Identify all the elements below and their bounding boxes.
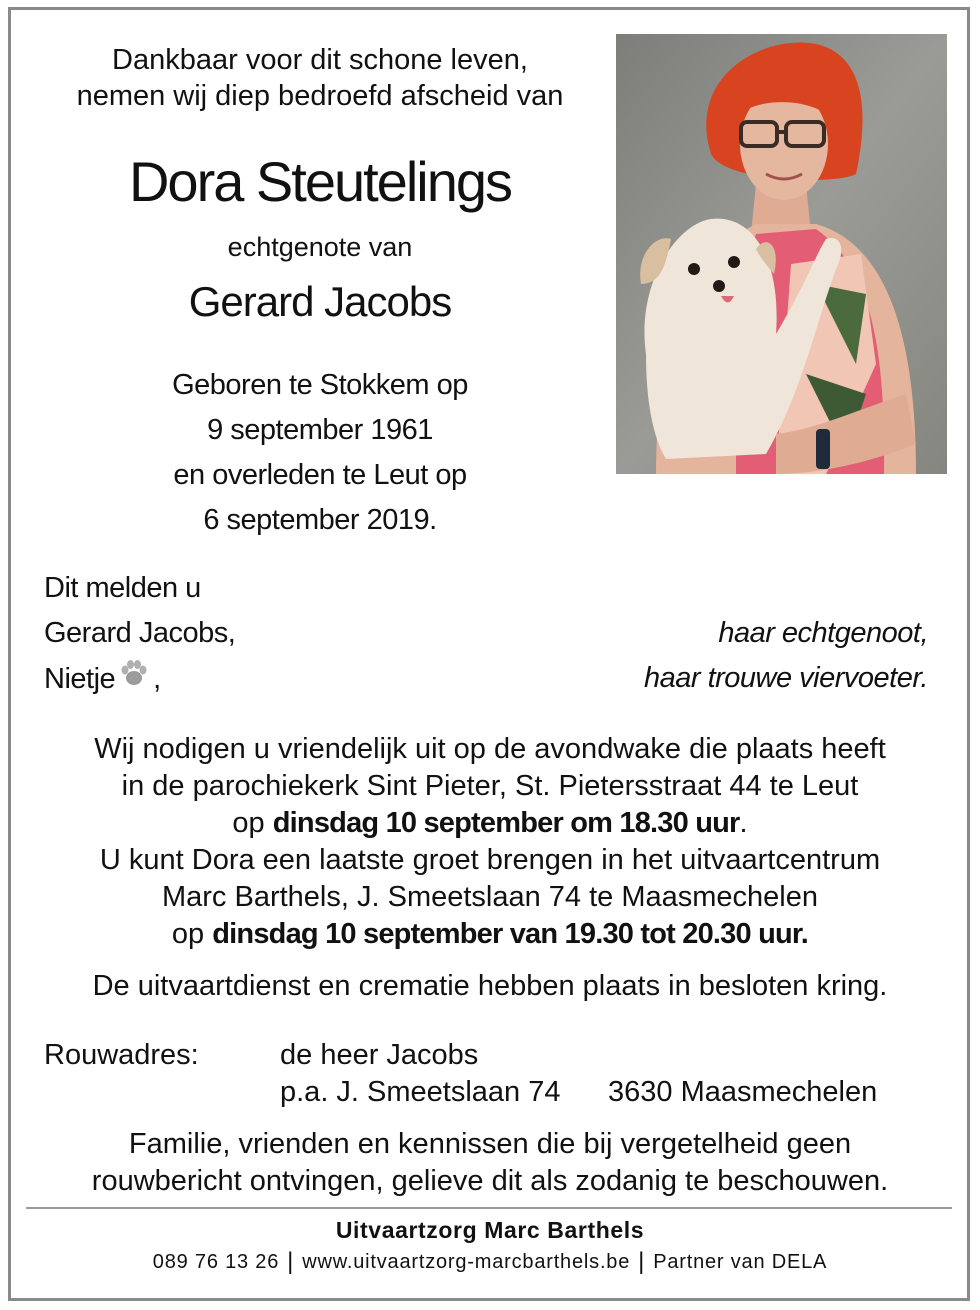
announcer-relation: haar echtgenoot,: [718, 617, 928, 649]
birth-death-dates: [40, 363, 600, 543]
intro-line-1: Dankbaar voor dit schone leven,: [112, 44, 528, 76]
invitation-line-3-suffix: .: [739, 807, 748, 839]
footer-divider: [26, 1207, 952, 1209]
mourning-address-label: Rouwadres:: [44, 1039, 199, 1071]
notice-line-2: rouwbericht ontvingen, gelieve dit als zodanig te beschouwen.: [91, 1165, 889, 1197]
portrait-photo: [616, 34, 947, 474]
birth-place-line: Geboren te Stokkem op: [172, 369, 468, 401]
invitation-line-5: Marc Barthels, J. Smeetslaan 74 te Maasmechelen: [161, 881, 819, 913]
funeral-home-website[interactable]: www.uitvaartzorg-marcbarthels.be: [302, 1251, 631, 1273]
intro-line-2: nemen wij diep bedroefd afscheid van: [76, 80, 564, 112]
invitation-line-6-prefix: op: [171, 918, 213, 950]
mourning-address-city: 3630 Maasmechelen: [608, 1076, 878, 1108]
death-place-line: en overleden te Leut op: [173, 459, 467, 491]
notice-text: [30, 1126, 950, 1200]
visitation-datetime: dinsdag 10 september van 19.30 tot 20.30 uur.: [212, 918, 809, 950]
paw-icon: [119, 656, 149, 701]
announcer-name: Gerard Jacobs,: [44, 617, 236, 649]
death-date-line: 6 september 2019.: [203, 504, 437, 536]
spouse-name: Gerard Jacobs: [188, 278, 452, 325]
separator: |: [638, 1248, 646, 1275]
mourning-address-recipient: de heer Jacobs: [280, 1039, 479, 1071]
deceased-name: Dora Steutelings: [128, 150, 511, 213]
invitation-line-2: in de parochiekerk Sint Pieter, St. Pietersstraat 44 te Leut: [121, 770, 859, 802]
announcer-row: [44, 611, 934, 656]
funeral-home-name: Uitvaartzorg Marc Barthels: [335, 1217, 645, 1243]
invitation-line-3: [30, 805, 950, 842]
invitation-block: [30, 731, 950, 953]
funeral-home-contact: [30, 1247, 950, 1277]
birth-date-line: 9 september 1961: [207, 414, 433, 446]
invitation-line-6: [30, 916, 950, 953]
announcer-name-group: [44, 656, 161, 705]
announcer-name: Nietje: [44, 663, 116, 696]
announcers-block: [44, 566, 934, 705]
notice-line-1: Familie, vrienden en kennissen die bij vergetelheid geen: [128, 1128, 852, 1160]
funeral-home-phone: 089 76 13 26: [152, 1251, 280, 1273]
portrait-illustration: [616, 34, 947, 474]
announcer-name-suffix: ,: [153, 663, 161, 696]
intro-text: [40, 42, 600, 114]
announcer-relation: haar trouwe viervoeter.: [643, 662, 928, 694]
invitation-line-3-prefix: op: [232, 807, 273, 839]
invitation-line-1: Wij nodigen u vriendelijk uit op de avondwake die plaats heeft: [94, 733, 886, 765]
funeral-home-partner: Partner van DELA: [653, 1251, 828, 1273]
separator: |: [287, 1248, 295, 1275]
mourning-address-street: p.a. J. Smeetslaan 74: [280, 1076, 561, 1108]
spouse-relation: echtgenote van: [227, 232, 413, 262]
announcer-row: [44, 656, 934, 705]
private-ceremony-text: De uitvaartdienst en crematie hebben plaats in besloten kring.: [92, 970, 888, 1002]
invitation-line-4: U kunt Dora een laatste groet brengen in het uitvaartcentrum: [99, 844, 881, 876]
announcers-intro: Dit melden u: [44, 572, 201, 604]
wake-datetime: dinsdag 10 september om 18.30 uur: [272, 807, 740, 839]
